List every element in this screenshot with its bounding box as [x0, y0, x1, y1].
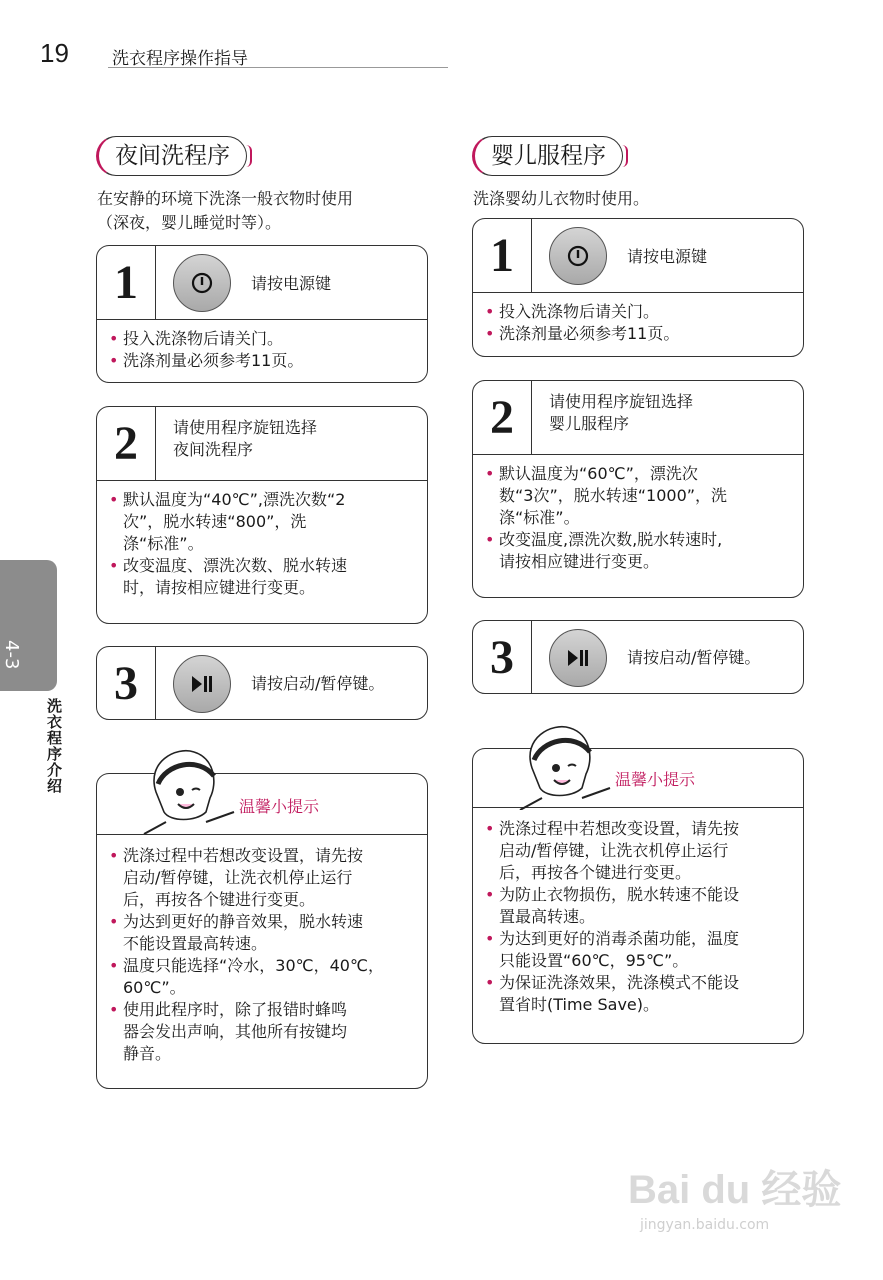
tip-title: 温馨小提示 [239, 797, 320, 816]
list-line: • 改变温度,漂洗次数,脱水转速时, [499, 530, 723, 549]
tip-bullets [473, 808, 803, 1024]
desc-line: （深夜，婴儿睡觉时等）。 [97, 213, 282, 232]
list-line: 后，再按各个键进行变更。 [499, 863, 692, 882]
right-section-title: 婴儿服程序 [472, 136, 623, 176]
power-icon [549, 227, 607, 285]
list-item [109, 999, 417, 1065]
step-header [473, 381, 803, 455]
header-divider [108, 67, 448, 68]
page-number: 19 [40, 38, 69, 68]
list-line: 置省时(Time Save)。 [499, 995, 660, 1014]
step-label: 请按电源键 [627, 247, 708, 266]
left-section-title: 夜间洗程序 [96, 136, 247, 176]
list-line: 时，请按相应键进行变更。 [123, 578, 316, 597]
list-item: • 洗涤剂量必须参考11页。 [109, 350, 417, 372]
list-item [109, 489, 417, 555]
step-label: 请按电源键 [251, 274, 332, 293]
step-label [549, 391, 693, 435]
list-line: • 为保证洗涤效果，洗涤模式不能设 [499, 973, 740, 992]
list-item [109, 911, 417, 955]
list-line: 请按相应键进行变更。 [499, 552, 660, 571]
step-header [97, 246, 427, 320]
step-label-line: 请使用程序旋钮选择 [173, 418, 318, 437]
list-item [485, 529, 793, 573]
list-line: 次”，脱水转速“800”，洗 [123, 512, 307, 531]
list-line: • 为达到更好的消毒杀菌功能，温度 [499, 929, 740, 948]
list-item [109, 845, 417, 911]
right-step2-box [472, 380, 804, 598]
list-line: • 温度只能选择“冷水，30℃，40℃， [123, 956, 384, 975]
step-header [97, 407, 427, 481]
right-section-desc [473, 187, 649, 211]
step-label-line: 婴儿服程序 [549, 414, 630, 433]
step-number: 1 [97, 246, 156, 319]
list-line: 启动/暂停键，让洗衣机停止运行 [123, 868, 353, 887]
list-line: 只能设置“60℃，95℃”。 [499, 951, 689, 970]
tip-bullets [97, 835, 427, 1073]
step-label-line: 请使用程序旋钮选择 [549, 392, 694, 411]
step-label: 请按启动/暂停键。 [251, 674, 385, 693]
list-line: 数“3次”，脱水转速“1000”，洗 [499, 486, 728, 505]
step-label-line: 夜间洗程序 [173, 440, 254, 459]
step-number: 2 [473, 381, 532, 454]
list-line: 启动/暂停键，让洗衣机停止运行 [499, 841, 729, 860]
power-icon [173, 254, 231, 312]
list-item [109, 955, 417, 999]
step-label [173, 417, 317, 461]
list-line: 60℃”。 [123, 978, 186, 997]
play-pause-icon [173, 655, 231, 713]
step-header [473, 219, 803, 293]
step-number: 1 [473, 219, 532, 292]
header-title: 洗衣程序操作指导 [112, 49, 248, 69]
list-line: • 默认温度为“40℃”,漂洗次数“2 [123, 490, 346, 509]
list-line: • 默认温度为“60℃”，漂洗次 [499, 464, 698, 483]
step-bullets [473, 455, 803, 581]
list-line: • 洗涤过程中若想改变设置，请先按 [123, 846, 364, 865]
step-header [473, 621, 803, 693]
play-pause-icon [549, 629, 607, 687]
mascot-girl-icon [512, 718, 612, 810]
list-item [109, 555, 417, 599]
list-item: • 洗涤剂量必须参考11页。 [485, 323, 793, 345]
list-line: • 使用此程序时，除了报错时蜂鸣 [123, 1000, 348, 1019]
step-number: 3 [97, 647, 156, 719]
list-line: 静音。 [123, 1044, 172, 1063]
left-step2-box [96, 406, 428, 624]
step-bullets [97, 481, 427, 607]
step-header [97, 647, 427, 719]
left-section-desc [97, 187, 353, 235]
list-line: • 为防止衣物损伤，脱水转速不能设 [499, 885, 740, 904]
list-line: 器会发出声响，其他所有按键均 [123, 1022, 348, 1041]
list-item [485, 972, 793, 1016]
list-line: 置最高转速。 [499, 907, 596, 926]
right-step1-box [472, 218, 804, 357]
step-number: 3 [473, 621, 532, 693]
list-item: • 投入洗涤物后请关门。 [485, 301, 793, 323]
list-line: 涤“标准”。 [123, 534, 204, 553]
step-label: 请按启动/暂停键。 [627, 648, 761, 667]
list-item: • 投入洗涤物后请关门。 [109, 328, 417, 350]
left-step3-box [96, 646, 428, 720]
step-bullets [97, 320, 427, 380]
list-item [485, 818, 793, 884]
list-item [485, 884, 793, 928]
right-step3-box [472, 620, 804, 694]
step-bullets [473, 293, 803, 353]
list-item [485, 463, 793, 529]
chapter-number: 4-3 [1, 640, 22, 670]
left-step1-box [96, 245, 428, 383]
list-line: 涤“标准”。 [499, 508, 580, 527]
step-number: 2 [97, 407, 156, 480]
list-line: 后，再按各个键进行变更。 [123, 890, 316, 909]
mascot-girl-icon [136, 742, 236, 834]
list-line: • 洗涤过程中若想改变设置，请先按 [499, 819, 740, 838]
chapter-tab [0, 560, 57, 691]
desc-line: 在安静的环境下洗涤一般衣物时使用 [97, 189, 354, 208]
list-line: 不能设置最高转速。 [123, 934, 268, 953]
chapter-label: 洗衣程序介绍 [45, 698, 63, 794]
desc-line: 洗涤婴幼儿衣物时使用。 [473, 189, 650, 208]
watermark-logo: Bai du 经验 [628, 1168, 842, 1212]
tip-title: 温馨小提示 [615, 770, 696, 789]
list-line: • 为达到更好的静音效果，脱水转速 [123, 912, 364, 931]
list-item [485, 928, 793, 972]
list-line: • 改变温度、漂洗次数、脱水转速 [123, 556, 348, 575]
watermark-url: jingyan.baidu.com [640, 1217, 770, 1233]
